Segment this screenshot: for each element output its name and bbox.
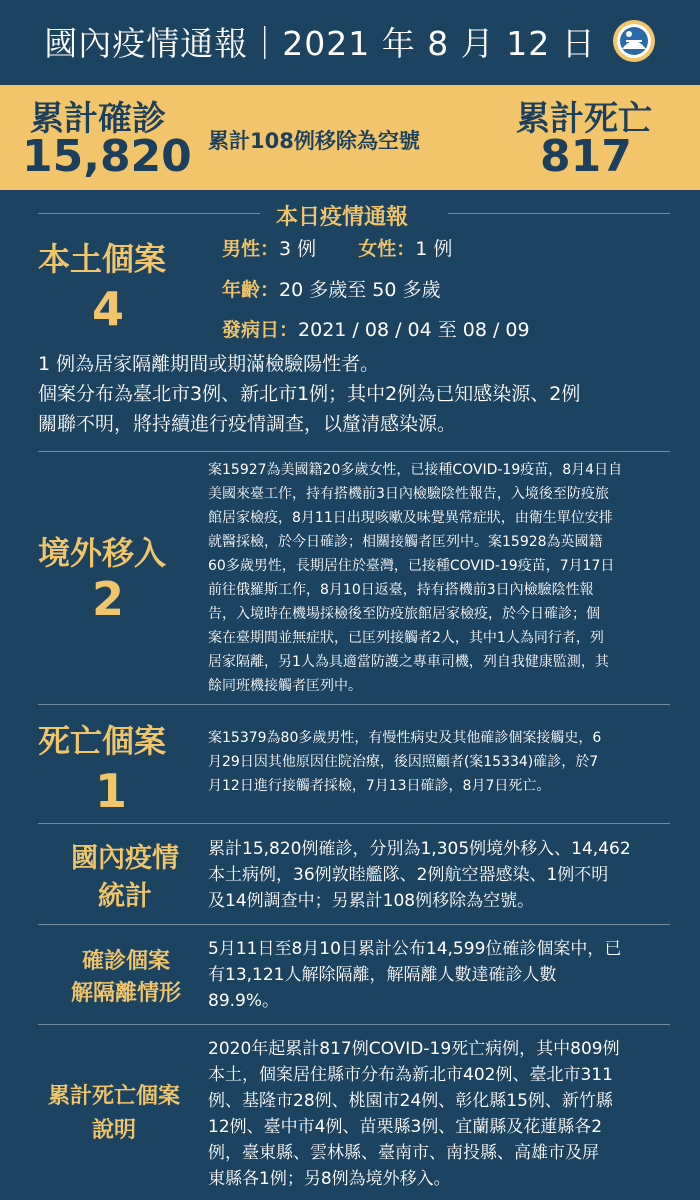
death-summary-line: 本土，個案居住縣市分布為新北市402例、臺北市311	[208, 1065, 613, 1085]
confirmed-label: 累計確診	[30, 99, 166, 139]
stats-line: 本土病例，36例敦睦艦隊、2例航空器感染、1例不明	[208, 865, 609, 885]
imported-line: 案15927為美國籍20多歲女性，已接種COVID-19疫苗，8月4日自	[208, 462, 623, 478]
local-onset-row	[222, 315, 530, 342]
local-label: 本土個案	[38, 240, 167, 278]
death-summary-line: 東縣各1例；另8例為境外移入。	[208, 1169, 451, 1189]
local-gender-row	[222, 234, 452, 261]
female-value: 1 例	[415, 238, 453, 260]
imported-line: 告，入境時在機場採檢後至防疫旅館居家檢疫，於今日確診；個	[208, 606, 600, 622]
imported-line: 館居家檢疫，8月11日出現咳嗽及味覺異常症狀，由衛生單位安排	[208, 510, 613, 526]
today-title: 本日疫情通報	[276, 205, 409, 230]
death-summary-line: 12例、臺中市4例、苗栗縣3例、宜蘭縣及花蓮縣各2	[208, 1117, 603, 1137]
death-line: 月29日因其他原因住院治療，後因照顧者(案15334)確診，於7	[208, 754, 599, 770]
stats-description	[208, 836, 688, 914]
divider	[38, 213, 260, 214]
death-summary-label-line: 累計死亡個案	[47, 1084, 180, 1109]
release-label	[36, 946, 216, 1010]
local-age-row	[222, 275, 441, 302]
imported-line: 居家隔離，另1人為具適當防護之專車司機，列自我健康監測，其	[208, 654, 609, 670]
onset-label: 發病日：	[222, 319, 299, 341]
imported-label: 境外移入	[38, 534, 167, 572]
imported-line: 餘同班機接觸者匡列中。	[208, 678, 362, 694]
release-line: 有13,121人解除隔離，解隔離人數達確診人數	[208, 965, 557, 985]
divider	[38, 823, 670, 824]
cdc-seal-logo-icon	[612, 19, 656, 63]
imported-description	[208, 458, 688, 698]
stats-label-line: 統計	[98, 881, 152, 912]
deaths-label: 累計死亡	[516, 99, 652, 139]
death-description	[208, 726, 688, 798]
imported-line: 就醫採檢，於今日確診；相關接觸者匡列中。案15928為英國籍	[208, 534, 603, 550]
stats-line: 及14例調查中；另累計108例移除為空號。	[208, 891, 535, 911]
imported-line: 案在臺期間並無症狀，已匡列接觸者2人，其中1人為同行者，列	[208, 630, 604, 646]
divider	[38, 924, 670, 925]
death-line: 月12日進行接觸者採檢，7月13日確診，8月7日死亡。	[208, 778, 551, 794]
age-label: 年齡：	[222, 279, 280, 301]
imported-count: 2	[92, 572, 125, 626]
death-count: 1	[95, 764, 128, 818]
divider	[38, 704, 670, 705]
death-summary-description	[208, 1036, 688, 1192]
release-label-line: 解隔離情形	[70, 981, 181, 1006]
local-desc-line: 關聯不明，將持續進行疫情調查，以釐清感染源。	[38, 413, 457, 435]
death-summary-line: 例、基隆市28例、桃園市24例、彰化縣15例、新竹縣	[208, 1091, 613, 1111]
death-line: 案15379為80多歲男性，有慢性病史及其他確診個案接觸史，6	[208, 730, 602, 746]
stats-label	[50, 840, 200, 916]
female-label: 女性：	[358, 238, 416, 260]
divider	[38, 1024, 670, 1025]
male-label: 男性：	[222, 238, 280, 260]
death-summary-label	[24, 1080, 204, 1148]
release-label-line: 確診個案	[81, 949, 170, 974]
imported-line: 美國來臺工作，持有搭機前3日內檢驗陰性報告，入境後至防疫旅	[208, 486, 609, 502]
male-value: 3 例	[279, 238, 317, 260]
death-summary-label-line: 說明	[91, 1118, 136, 1143]
removed-note: 累計108例移除為空號	[208, 129, 420, 153]
onset-value: 2021 / 08 / 04 至 08 / 09	[298, 319, 530, 341]
death-summary-line: 2020年起累計817例COVID-19死亡病例，其中809例	[208, 1039, 620, 1059]
age-value: 20 多歲至 50 多歲	[279, 279, 441, 301]
divider	[38, 451, 670, 452]
confirmed-value: 15,820	[22, 131, 192, 182]
release-description	[208, 936, 688, 1014]
imported-line: 前往俄羅斯工作，8月10日返臺，持有搭機前3日內檢驗陰性報	[208, 582, 594, 598]
summary-banner	[0, 85, 700, 190]
stats-line: 累計15,820例確診，分別為1,305例境外移入、14,462	[208, 839, 631, 859]
page-title: 國內疫情通報｜2021 年 8 月 12 日	[44, 24, 596, 63]
death-summary-line: 例，臺東縣、雲林縣、臺南市、南投縣、高雄市及屏	[208, 1143, 599, 1163]
local-desc-line: 1 例為居家隔離期間或期滿檢驗陽性者。	[38, 353, 380, 375]
release-line: 5月11日至8月10日累計公布14,599位確診個案中，已	[208, 939, 622, 959]
release-line: 89.9%。	[208, 991, 280, 1011]
divider	[448, 213, 670, 214]
imported-line: 60多歲男性，長期居住於臺灣，已接種COVID-19疫苗，7月17日	[208, 558, 615, 574]
deaths-value: 817	[540, 131, 632, 182]
local-description	[38, 349, 678, 439]
local-desc-line: 個案分布為臺北市3例、新北市1例；其中2例為已知感染源、2例	[38, 383, 581, 405]
stats-label-line: 國內疫情	[71, 843, 179, 874]
local-count: 4	[92, 282, 125, 336]
death-label: 死亡個案	[38, 722, 167, 760]
